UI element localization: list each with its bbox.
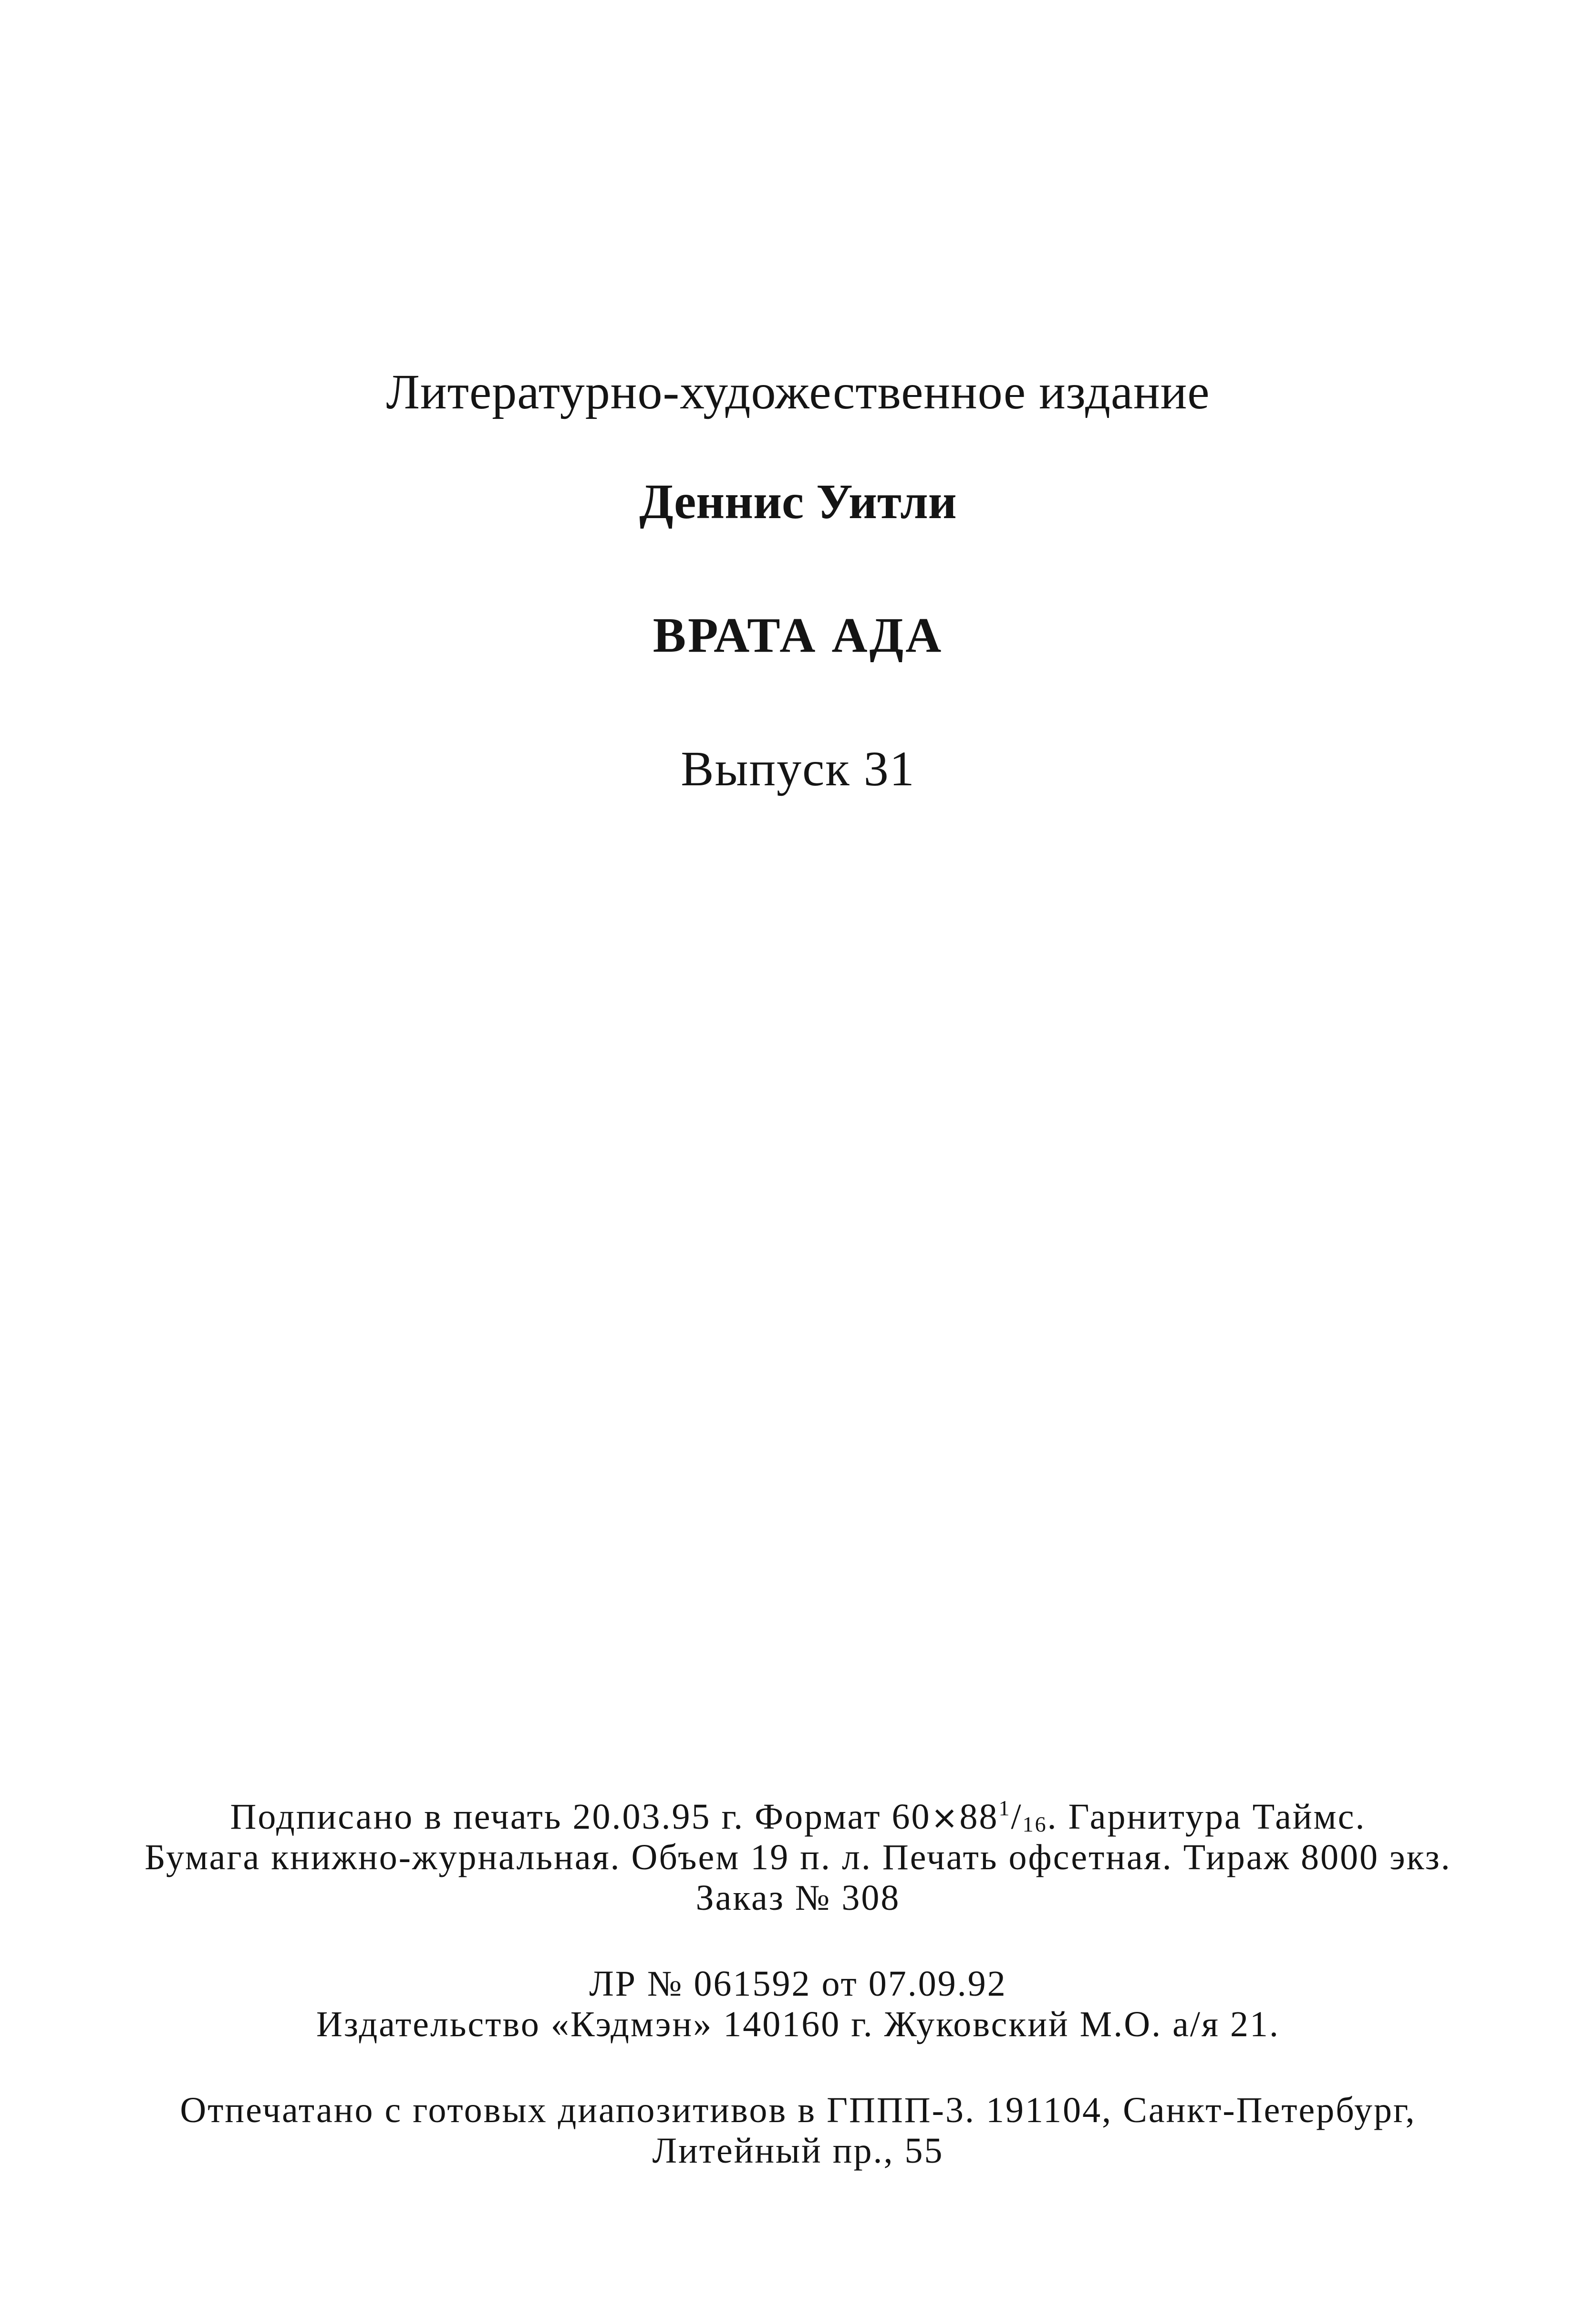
format-value: 88 — [959, 1797, 999, 1837]
format-fraction-denominator: 16 — [1022, 1812, 1047, 1836]
format-fraction-slash: / — [1011, 1797, 1023, 1837]
imprint-publisher: Издательство «Кэдмэн» 140160 г. Жуковский М.О. а/я 21. — [316, 2004, 1280, 2044]
imprint-printer: Отпечатано с готовых диапозитивов в ГППП-3. 191104, Санкт-Петербург, — [180, 2090, 1416, 2130]
imprint-order-number: Заказ № 308 — [695, 1878, 901, 1918]
imprint-paper-info: Бумага книжно-журнальная. Объем 19 п. л. Печать офсетная. Тираж 8000 экз. — [145, 1837, 1451, 1877]
format-times-sign: × — [931, 1799, 960, 1837]
edition-genre: Литературно-художественное издание — [386, 365, 1210, 419]
imprint-typeface: . Гарнитура Таймс. — [1047, 1797, 1366, 1837]
issue-number: Выпуск 31 — [681, 741, 915, 796]
imprint-printer-address: Литейный пр., 55 — [652, 2131, 944, 2171]
imprint-print-info — [0, 1796, 1596, 1837]
format-fraction-numerator: 1 — [998, 1796, 1011, 1820]
imprint-license: ЛР № 061592 от 07.09.92 — [589, 1964, 1007, 2004]
author-name: Деннис Уитли — [639, 474, 957, 529]
book-title: ВРАТА АДА — [653, 608, 943, 663]
imprint-signed-format: Подписано в печать 20.03.95 г. Формат 60 — [230, 1797, 931, 1837]
